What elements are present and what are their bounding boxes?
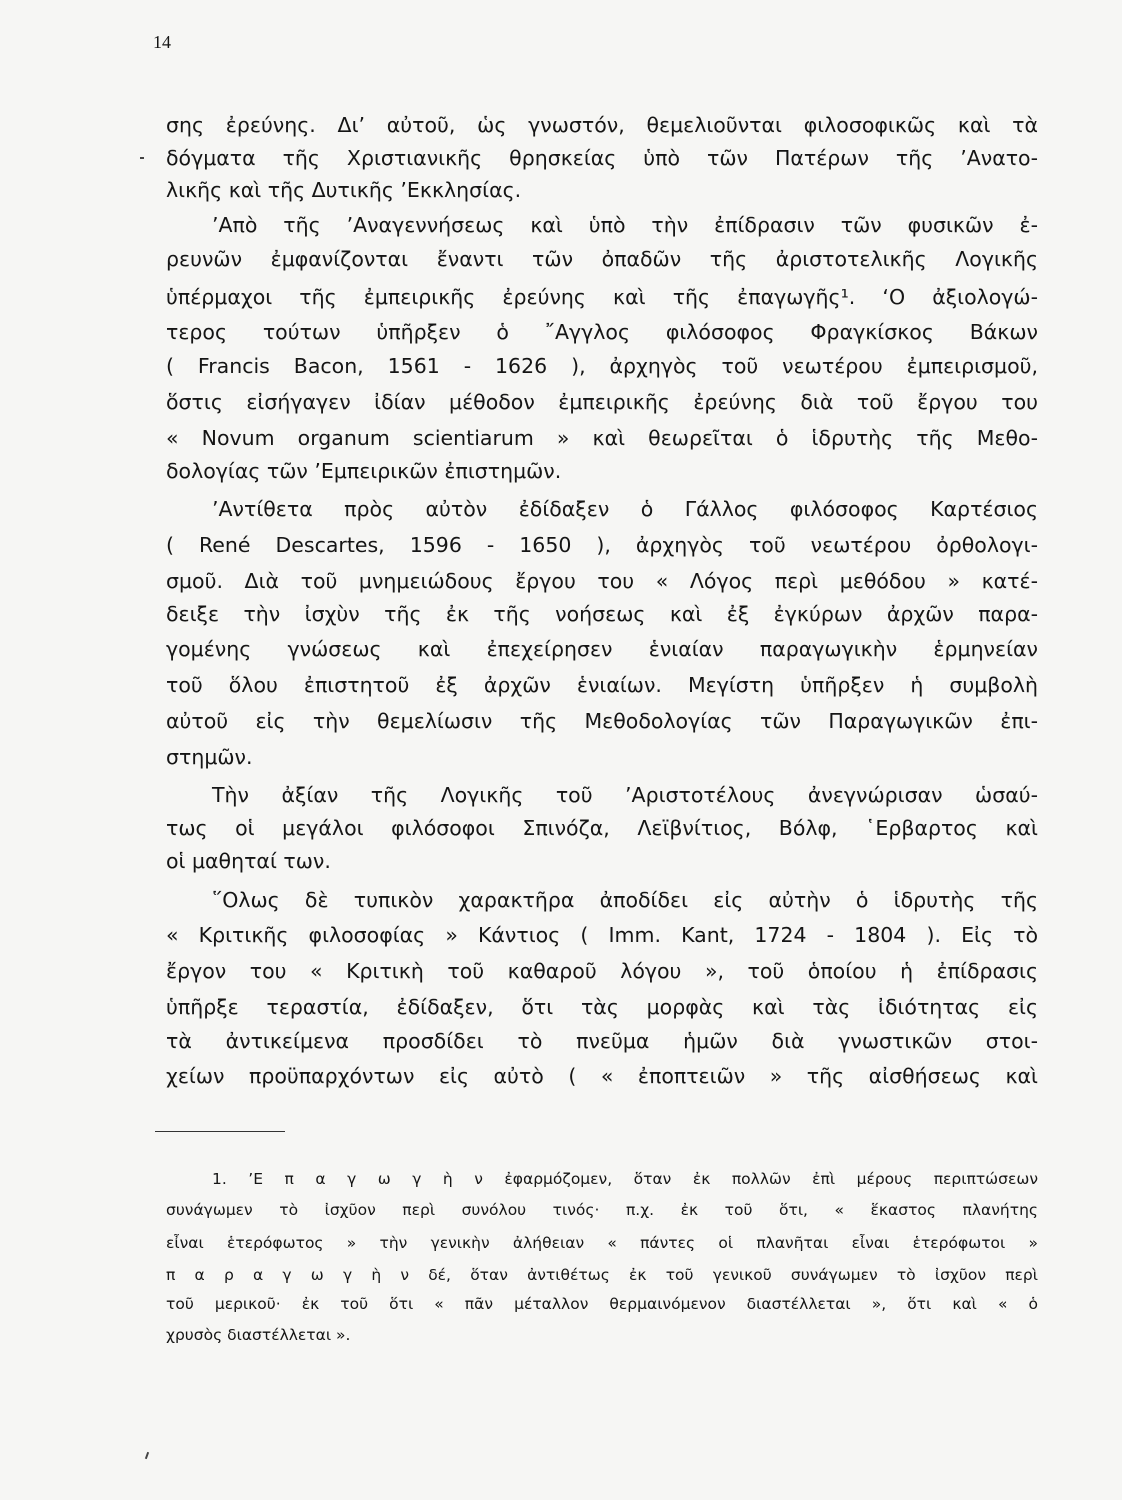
footnote-line: 1. ’Ε π α γ ω γ ὴ ν ἐφαρμόζομεν, ὅταν ἐκ πολλῶν ἐπὶ μέρους περιπτώσεων bbox=[212, 1170, 1038, 1188]
text-line: στημῶν. bbox=[166, 745, 253, 769]
text-line: ρευνῶν ἐμφανίζονται ἔναντι τῶν ὀπαδῶν τῆς ἀριστοτελικῆς Λογικῆς bbox=[166, 247, 1038, 271]
footnote-line: π α ρ α γ ω γ ὴ ν δέ, ὅταν ἀντιθέτως ἐκ τοῦ γενικοῦ συνάγωμεν τὸ ἰσχῦον περὶ bbox=[166, 1266, 1038, 1284]
text-line: χείων προϋπαρχόντων εἰς αὐτὸ ( « ἐποπτειῶν » τῆς αἰσθήσεως καὶ bbox=[166, 1064, 1038, 1088]
text-line: ( René Descartes, 1596 - 1650 ), ἀρχηγὸς τοῦ νεωτέρου ὀρθολογι- bbox=[166, 533, 1038, 557]
footnote-line: εἶναι ἑτερόφωτος » τὴν γενικὴν ἀλήθειαν « πάντες οἱ πλανῆται εἶναι ἑτερόφωτοι » bbox=[166, 1234, 1038, 1252]
text-line: Τὴν ἀξίαν τῆς Λογικῆς τοῦ ’Αριστοτέλους ἀνεγνώρισαν ὡσαύ- bbox=[212, 783, 1038, 807]
footnote-divider bbox=[155, 1131, 285, 1132]
scan-speck bbox=[140, 157, 144, 159]
text-line: λικῆς καὶ τῆς Δυτικῆς ’Εκκλησίας. bbox=[166, 178, 522, 202]
page-number: 14 bbox=[153, 32, 171, 52]
text-line: ῞Ολως δὲ τυπικὸν χαρακτῆρα ἀποδίδει εἰς αὐτὴν ὁ ἱδρυτὴς τῆς bbox=[212, 888, 1038, 912]
text-line: τερος τούτων ὑπῆρξεν ὁ ῎Αγγλος φιλόσοφος Φραγκίσκος Βάκων bbox=[166, 320, 1038, 344]
text-line: δειξε τὴν ἰσχὺν τῆς ἐκ τῆς νοήσεως καὶ ἐξ ἐγκύρων ἀρχῶν παρα- bbox=[166, 602, 1038, 626]
text-line: « Novum organum scientiarum » καὶ θεωρεῖται ὁ ἱδρυτὴς τῆς Μεθο- bbox=[166, 426, 1038, 450]
footnote-line: χρυσὸς διαστέλλεται ». bbox=[166, 1326, 351, 1344]
text-line: ( Francis Bacon, 1561 - 1626 ), ἀρχηγὸς τοῦ νεωτέρου ἐμπειρισμοῦ, bbox=[166, 354, 1038, 378]
text-line: ’Απὸ τῆς ’Αναγεννήσεως καὶ ὑπὸ τὴν ἐπίδρασιν τῶν φυσικῶν ἐ- bbox=[212, 213, 1038, 237]
text-line: αὐτοῦ εἰς τὴν θεμελίωσιν τῆς Μεθοδολογίας τῶν Παραγωγικῶν ἐπι- bbox=[166, 709, 1038, 733]
text-line: τως οἱ μεγάλοι φιλόσοφοι Σπινόζα, Λεϊβνίτιος, Βόλφ, ῾Ερβαρτος καὶ bbox=[166, 816, 1038, 840]
text-line: σμοῦ. Διὰ τοῦ μνημειώδους ἔργου του « Λόγος περὶ μεθόδου » κατέ- bbox=[166, 569, 1038, 593]
text-line: τοῦ ὅλου ἐπιστητοῦ ἐξ ἀρχῶν ἑνιαίων. Μεγίστη ὑπῆρξεν ἡ συμβολὴ bbox=[166, 673, 1038, 697]
scan-speck bbox=[145, 1452, 149, 1459]
text-line: σης ἐρεύνης. Δι’ αὐτοῦ, ὡς γνωστόν, θεμελιοῦνται φιλοσοφικῶς καὶ τὰ bbox=[166, 113, 1038, 137]
text-line: ὅστις εἰσήγαγεν ἰδίαν μέθοδον ἐμπειρικῆς ἐρεύνης διὰ τοῦ ἔργου του bbox=[166, 390, 1038, 414]
text-line: ἔργον του « Κριτικὴ τοῦ καθαροῦ λόγου », τοῦ ὁποίου ἡ ἐπίδρασις bbox=[166, 959, 1038, 983]
text-line: οἱ μαθηταί των. bbox=[166, 849, 331, 873]
text-line: τὰ ἀντικείμενα προσδίδει τὸ πνεῦμα ἡμῶν διὰ γνωστικῶν στοι- bbox=[166, 1029, 1038, 1053]
footnote-line: τοῦ μερικοῦ· ἐκ τοῦ ὅτι « πᾶν μέταλλον θερμαινόμενον διαστέλλεται », ὅτι καὶ « ὁ bbox=[166, 1295, 1038, 1313]
text-line: « Κριτικῆς φιλοσοφίας » Κάντιος ( Imm. Kant, 1724 - 1804 ). Εἰς τὸ bbox=[166, 923, 1038, 947]
text-line: δόγματα τῆς Χριστιανικῆς θρησκείας ὑπὸ τῶν Πατέρων τῆς ’Ανατο- bbox=[166, 146, 1038, 170]
text-line: ὑπῆρξε τεραστία, ἐδίδαξεν, ὅτι τὰς μορφὰς καὶ τὰς ἰδιότητας εἰς bbox=[166, 995, 1038, 1019]
footnote-line: συνάγωμεν τὸ ἰσχῦον περὶ συνόλου τινός· π.χ. ἐκ τοῦ ὅτι, « ἕκαστος πλανήτης bbox=[166, 1201, 1038, 1219]
text-line: δολογίας τῶν ’Εμπειρικῶν ἐπιστημῶν. bbox=[166, 459, 562, 483]
text-line: γομένης γνώσεως καὶ ἐπεχείρησεν ἑνιαίαν παραγωγικὴν ἑρμηνείαν bbox=[166, 637, 1038, 661]
text-line: ὑπέρμαχοι τῆς ἐμπειρικῆς ἐρεύνης καὶ τῆς ἐπαγωγῆς¹. ‘Ο ἀξιολογώ- bbox=[166, 285, 1038, 309]
text-line: ’Αντίθετα πρὸς αὐτὸν ἐδίδαξεν ὁ Γάλλος φιλόσοφος Καρτέσιος bbox=[212, 497, 1038, 521]
